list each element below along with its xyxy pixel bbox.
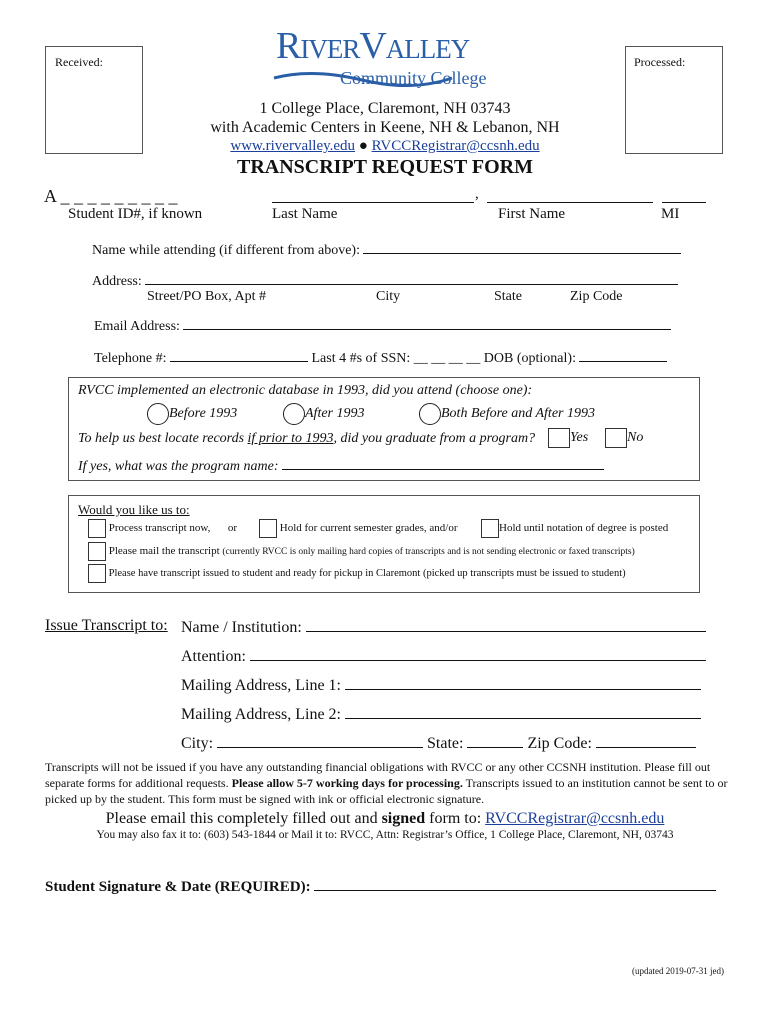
signature-field[interactable] xyxy=(314,876,716,891)
address-field[interactable] xyxy=(145,272,678,285)
hold-grades-option xyxy=(259,519,458,538)
mi-label: MI xyxy=(661,206,680,222)
email-label: Email Address: xyxy=(94,319,180,334)
hold-grades-label: Hold for current semester grades, xyxy=(279,522,427,535)
issue-city-label: City: xyxy=(181,735,214,752)
after-1993-option xyxy=(283,403,365,425)
issue-label: Issue Transcript to: xyxy=(45,617,168,634)
before-1993-label: Before 1993 xyxy=(169,406,238,422)
street-label: Street/PO Box, Apt # xyxy=(147,289,267,304)
yes-label: Yes xyxy=(570,430,589,446)
no-option xyxy=(605,428,643,448)
name-attending-row xyxy=(92,241,681,259)
received-label: Received: xyxy=(55,55,103,69)
email-instruction-b: form to: xyxy=(425,810,486,827)
no-label: No xyxy=(627,430,644,446)
options-heading: Would you like us to: xyxy=(78,502,190,517)
attend-options xyxy=(147,403,237,425)
logo-subtitle: Community College xyxy=(340,68,487,88)
dob-field[interactable] xyxy=(579,349,667,362)
form-title: TRANSCRIPT REQUEST FORM xyxy=(237,156,533,178)
before-1993-radio[interactable] xyxy=(147,403,169,425)
college-logo xyxy=(272,25,502,92)
issue-state-label: State: xyxy=(427,735,464,752)
graduate-question-a: To help us best locate records xyxy=(78,431,248,446)
hold-degree-option xyxy=(481,519,668,538)
after-1993-label: After 1993 xyxy=(305,406,365,422)
issue-zip-field[interactable] xyxy=(596,733,696,748)
process-now-label: Process transcript now, xyxy=(108,522,211,535)
both-radio[interactable] xyxy=(419,403,441,425)
notice-text-1: Transcripts will not be issued if you have any outstanding financial obligations with RVCC or any other CCSNH institution. Please fill out separate forms for additional requests. xyxy=(45,760,711,790)
website-link[interactable]: www.rivervalley.edu xyxy=(230,138,356,154)
signature-label: Student Signature & Date (REQUIRED): xyxy=(45,879,311,895)
dob-label: DOB (optional): xyxy=(483,351,576,366)
mail1-field[interactable] xyxy=(345,675,701,690)
graduate-question xyxy=(78,431,535,447)
email-instruction-bold: signed xyxy=(381,810,426,827)
mail-note: (currently RVCC is only mailing hard copies of transcripts and is not sending electronic or faxed transcripts) xyxy=(222,547,635,558)
issue-zip-label: Zip Code: xyxy=(527,735,592,752)
telephone-label: Telephone #: xyxy=(94,351,167,366)
hold-degree-label: Hold until notation of degree is posted xyxy=(499,522,669,535)
bullet-icon: ● xyxy=(358,138,372,154)
signature-row xyxy=(45,876,716,896)
email-instruction-a: Please email this completely filled out and xyxy=(105,810,382,827)
name-comma: , xyxy=(475,186,479,202)
attention-field[interactable] xyxy=(250,646,706,661)
program-row xyxy=(78,457,604,475)
last-name-field[interactable] xyxy=(272,186,474,203)
institution-field[interactable] xyxy=(306,617,706,632)
after-1993-radio[interactable] xyxy=(283,403,305,425)
updated-note: (updated 2019-07-31 jed) xyxy=(632,966,724,976)
mi-field[interactable] xyxy=(662,186,706,203)
hold-degree-checkbox[interactable] xyxy=(481,519,499,538)
notice-bold: Please allow 5-7 working days for processing. xyxy=(231,776,463,790)
process-options-row xyxy=(88,519,237,538)
state-label: State xyxy=(494,289,522,304)
last-name-label: Last Name xyxy=(272,206,338,222)
attention-row xyxy=(181,646,706,666)
graduate-question-b: if prior to 1993 xyxy=(247,431,334,446)
processed-label: Processed: xyxy=(634,55,686,69)
address-row xyxy=(92,272,678,290)
city-label: City xyxy=(376,289,401,304)
logo-wordmark: RiverValley xyxy=(276,25,470,67)
registrar-email-link[interactable]: RVCCRegistrar@ccsnh.edu xyxy=(371,138,540,154)
attention-label: Attention: xyxy=(181,648,246,665)
program-field[interactable] xyxy=(282,457,604,470)
student-id-label: Student ID#, if known xyxy=(68,206,203,222)
institution-row xyxy=(181,617,706,637)
city-state-zip-row xyxy=(181,733,696,753)
address-line-1: 1 College Place, Claremont, NH 03743 xyxy=(259,100,511,117)
email-field[interactable] xyxy=(183,317,671,330)
notice-text-2: Transcripts issued to an institution cannot be sent to or picked up by the student. This form must be signed with ink or official electronic signature. xyxy=(45,776,728,806)
mail2-row xyxy=(181,704,701,724)
name-attending-field[interactable] xyxy=(363,241,681,254)
address-label: Address: xyxy=(92,274,142,289)
process-now-checkbox[interactable] xyxy=(88,519,106,538)
institution-label: Name / Institution: xyxy=(181,619,302,636)
hold-grades-checkbox[interactable] xyxy=(259,519,277,538)
pickup-checkbox[interactable] xyxy=(88,564,106,583)
yes-checkbox[interactable] xyxy=(548,428,570,448)
mail2-label: Mailing Address, Line 2: xyxy=(181,706,341,723)
or-label: or xyxy=(227,522,238,535)
fax-instruction: You may also fax it to: (603) 543-1844 or Mail it to: RVCC, Attn: Registrar’s Office, 1 College Place, Claremont, NH, 03743 xyxy=(96,829,674,841)
both-label: Both Before and After 1993 xyxy=(441,406,595,422)
email-row xyxy=(94,317,671,335)
attend-question: RVCC implemented an electronic database in 1993, did you attend (choose one): xyxy=(78,383,533,398)
telephone-field[interactable] xyxy=(170,349,308,362)
issue-city-field[interactable] xyxy=(217,733,423,748)
submit-email-link[interactable]: RVCCRegistrar@ccsnh.edu xyxy=(485,810,665,827)
name-attending-label: Name while attending (if different from above): xyxy=(92,243,360,258)
telephone-row xyxy=(94,349,667,367)
ssn-label[interactable]: Last 4 #s of SSN: __ __ __ __ xyxy=(311,351,481,366)
program-label: If yes, what was the program name: xyxy=(78,459,279,474)
notice-paragraph xyxy=(45,759,730,807)
zip-label: Zip Code xyxy=(570,289,623,304)
yes-option xyxy=(548,428,588,448)
mail2-field[interactable] xyxy=(345,704,701,719)
mail-checkbox[interactable] xyxy=(88,542,106,561)
mail1-row xyxy=(181,675,701,695)
both-option xyxy=(419,403,595,425)
first-name-label: First Name xyxy=(498,206,566,222)
graduate-question-c: , did you graduate from a program? xyxy=(333,431,536,446)
first-name-field[interactable] xyxy=(487,186,653,203)
mail1-label: Mailing Address, Line 1: xyxy=(181,677,341,694)
andor-label: and/or xyxy=(429,522,458,535)
pickup-label: Please have transcript issued to student and ready for pickup in Claremont (picked up transcripts must be issued to student) xyxy=(108,567,626,579)
pickup-option xyxy=(88,564,626,583)
issue-state-field[interactable] xyxy=(467,733,523,748)
student-id-field[interactable]: A _ _ _ _ _ _ _ _ _ xyxy=(44,186,178,206)
no-checkbox[interactable] xyxy=(605,428,627,448)
address-line-2: with Academic Centers in Keene, NH & Lebanon, NH xyxy=(210,119,560,136)
email-instruction xyxy=(0,810,770,828)
mail-option xyxy=(88,542,635,561)
contact-line xyxy=(0,138,770,155)
mail-label: Please mail the transcript xyxy=(108,545,220,558)
